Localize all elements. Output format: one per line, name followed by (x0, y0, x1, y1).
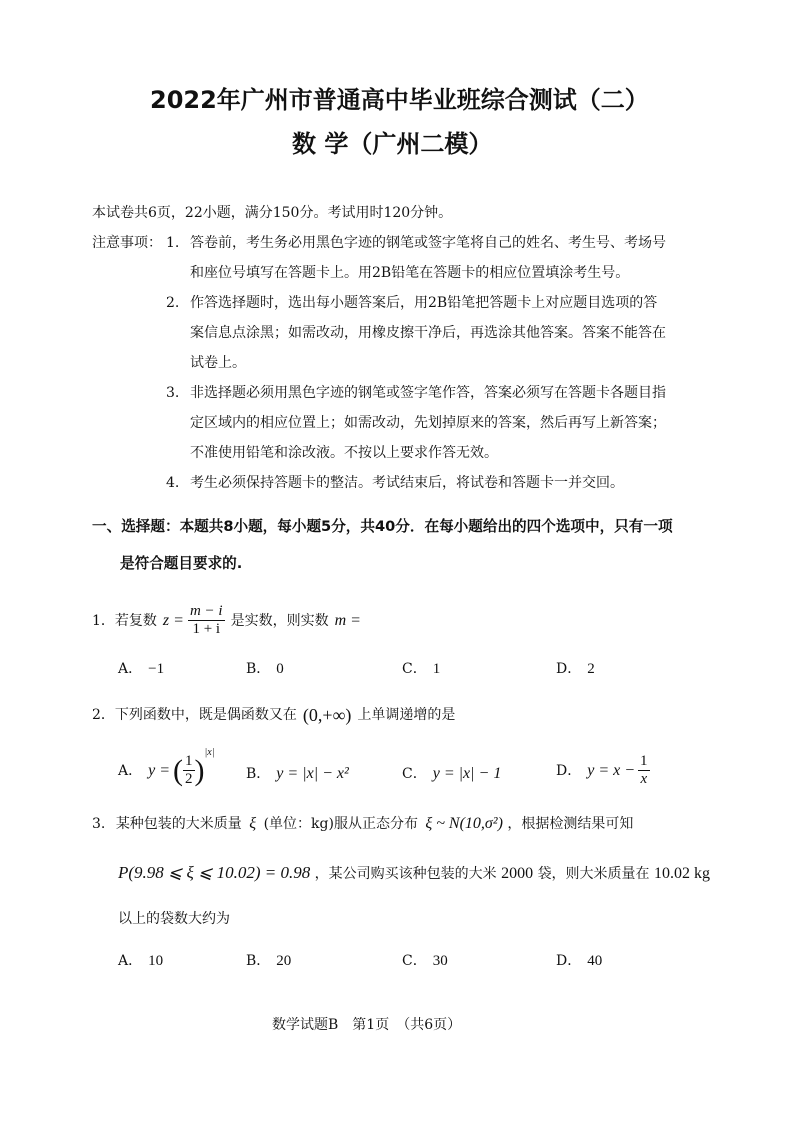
q1-variable: m = (334, 611, 361, 629)
question-3-line-2: P(9.98 ⩽ ξ ⩽ 10.02) = 0.98 ，某公司购买该种包装的大米 2000 袋，则大米质量在 10.02 kg (118, 863, 711, 882)
note-2-line: 案信息点涂黑；如需改动，用橡皮擦干净后，再选涂其他答案。答案不能答在 (190, 325, 666, 341)
section-heading: 一、选择题：本题共8小题，每小题5分，共40分．在每小题给出的四个选项中，只有一项 (92, 518, 673, 535)
z-equals: z = (162, 611, 184, 629)
note-3-line: 定区域内的相应位置上；如需改动，先划掉原来的答案，然后再写上新答案； (190, 415, 666, 431)
q3-distribution: ξ ~ N(10,σ²) (425, 815, 503, 832)
q3-option-d: D． 40 (556, 953, 603, 969)
q2-option-a: A． y = ( $\frac{1}{2}$ ) |x| (118, 747, 215, 787)
note-3-number: 3. (166, 385, 180, 401)
exam-title: 2022年广州市普通高中毕业班综合测试（二） (150, 86, 649, 114)
note-1-line: 和座位号填写在答题卡上。用2B铅笔在答题卡的相应位置填涂考生号。 (190, 265, 630, 281)
question-2-prefix: 下列函数中，既是偶函数又在 (114, 707, 297, 723)
q1-option-b: B． 0 (246, 661, 284, 677)
q2-option-c: C． y = |x| − 1 (402, 765, 502, 782)
section-heading-cont: 是符合题目要求的. (120, 555, 243, 572)
note-4-number: 4. (166, 475, 180, 491)
q1-fraction-numerator: m − i (189, 603, 223, 619)
note-4-line: 考生必须保持答题卡的整洁。考试结束后，将试卷和答题卡一并交回。 (190, 475, 624, 491)
q3-option-b: B． 20 (246, 953, 292, 969)
note-3-line: 不准使用铅笔和涂改液。不按以上要求作答无效。 (190, 445, 498, 461)
question-1-number: 1． (92, 612, 115, 629)
q2-option-b: B． y = |x| − x² (246, 765, 349, 782)
q3-option-c: C． 30 (402, 953, 448, 969)
question-1-prefix: 若复数 (114, 612, 157, 629)
note-2-line: 作答选择题时，选出每小题答案后，用2B铅笔把答题卡上对应题目选项的答 (190, 295, 658, 311)
q1-fraction-denominator: 1 + i (192, 621, 221, 637)
note-3-line: 非选择题必须用黑色字迹的钢笔或签字笔作答，答案必须写在答题卡各题目指 (190, 385, 666, 401)
q2-option-d: D． y = x − $\frac{1}{x}$ (556, 753, 648, 787)
q1-option-d: D． 2 (556, 661, 595, 677)
q1-option-a: A． −1 (118, 661, 165, 677)
question-2-number: 2． (92, 707, 115, 723)
question-2-suffix: 上单调递增的是 (357, 707, 456, 723)
q3-option-a: A． 10 (118, 953, 164, 969)
question-1-suffix: 是实数，则实数 (230, 612, 329, 629)
exam-subtitle: 数 学（广州二模） (292, 130, 493, 158)
q2-interval: (0,+∞) (302, 705, 352, 725)
notes-label: 注意事项： (92, 235, 162, 251)
question-3-line-3: 以上的袋数大约为 (118, 911, 230, 927)
note-2-number: 2. (166, 295, 180, 311)
question-3-line-1: 3. 某种包装的大米质量 ξ (单位：kg)服从正态分布 ξ ~ N(10,σ²) ，根据检测结果可知 (92, 815, 634, 832)
note-2-line: 试卷上。 (190, 355, 246, 371)
q3-probability: P(9.98 ⩽ ξ ⩽ 10.02) = 0.98 (118, 863, 311, 882)
question-2-stem (92, 706, 455, 724)
q1-fraction (188, 604, 225, 637)
note-1-line: 答卷前，考生务必用黑色字迹的钢笔或签字笔将自己的姓名、考生号、考场号 (190, 235, 666, 251)
page-footer: 数学试题B 第1页 （共6页） (272, 1017, 462, 1033)
q1-option-c: C． 1 (402, 661, 441, 677)
note-1-number: 1. (166, 235, 180, 251)
question-3-number: 3. (92, 816, 106, 832)
question-1-stem (92, 604, 361, 637)
exam-intro: 本试卷共6页，22小题，满分150分。考试用时120分钟。 (92, 205, 453, 221)
